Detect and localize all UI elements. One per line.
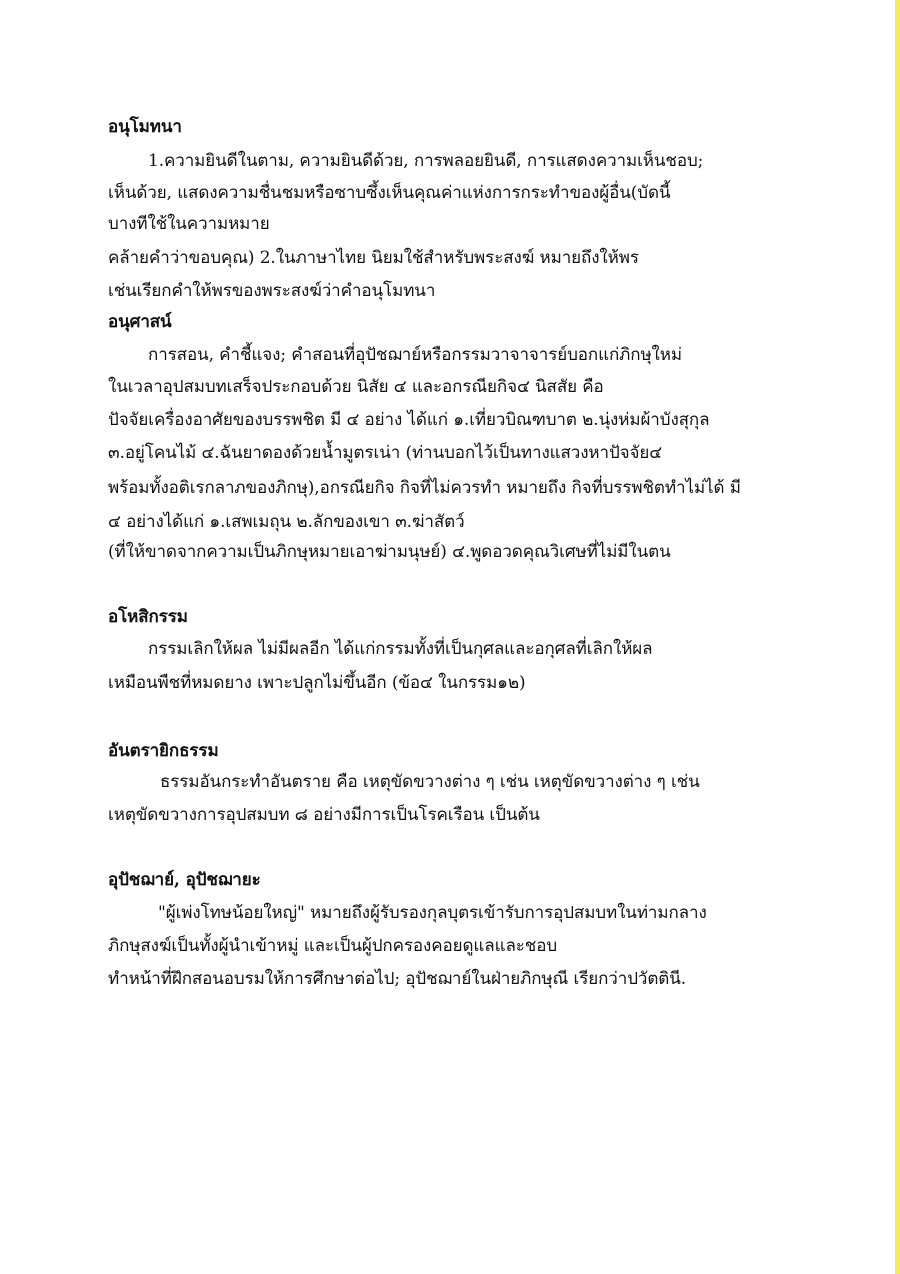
paragraph-line: ๔ อย่างได้แก่ ๑.เสพเมถุน ๒.ลักของเขา ๓.ฆ่าสัตว์: [108, 512, 465, 532]
section-heading-anumodana: อนุโมทนา: [108, 117, 182, 137]
paragraph-line: พร้อมทั้งอติเรกลาภของภิกษุ),อกรณียกิจ กิจที่ไม่ควรทำ หมายถึง กิจที่บรรพชิตทำไม่ได้ มี: [108, 478, 741, 498]
paragraph-line: เหตุขัดขวางการอุปสมบท ๘ อย่างมีการเป็นโรคเรือน เป็นต้น: [108, 805, 540, 825]
paragraph-line: ภิกษุสงฆ์เป็นทั้งผู้นำเข้าหมู่ และเป็นผู้ปกครองคอยดูแลและชอบ: [108, 936, 558, 956]
paragraph-line: ทำหน้าที่ฝึกสอนอบรมให้การศึกษาต่อไป; อุปัชฌาย์ในฝ่ายภิกษุณี เรียกว่าปวัตตินี.: [108, 969, 687, 989]
paragraph-line: บางทีใช้ในความหมาย: [108, 214, 270, 234]
paragraph-line: เหมือนพืชที่หมดยาง เพาะปลูกไม่ขึ้นอีก (ข้อ๔ ในกรรม๑๒): [108, 673, 526, 693]
section-heading-ahosikamma: อโหสิกรรม: [108, 607, 188, 627]
paragraph-line: เช่นเรียกคำให้พรของพระสงฆ์ว่าคำอนุโมทนา: [108, 281, 436, 301]
paragraph-line: "ผู้เพ่งโทษน้อยใหญ่" หมายถึงผู้รับรองกุลบุตรเข้ารับการอุปสมบทในท่ามกลาง: [158, 903, 707, 923]
paragraph-line: การสอน, คำชี้แจง; คำสอนที่อุปัชฌาย์หรือกรรมวาจาจารย์บอกแก่ภิกษุใหม่: [148, 345, 682, 365]
paragraph-line: ปัจจัยเครื่องอาศัยของบรรพชิต มี ๔ อย่าง ได้แก่ ๑.เที่ยวบิณฑบาต ๒.นุ่งห่มผ้าบังสุกุล: [108, 410, 710, 430]
paragraph-line: ๓.อยู่โคนไม้ ๔.ฉันยาดองด้วยน้ำมูตรเน่า (ท่านบอกไว้เป็นทางแสวงหาปัจจัย๔: [108, 443, 663, 463]
paragraph-line: 1.ความยินดีในตาม, ความยินดีด้วย, การพลอยยินดี, การแสดงความเห็นชอบ;: [148, 151, 704, 171]
section-heading-upajjhaya: อุปัชฌาย์, อุปัชฌายะ: [108, 870, 261, 890]
paragraph-line: ในเวลาอุปสมบทเสร็จประกอบด้วย นิสัย ๔ และอกรณียกิจ๔ นิสสัย คือ: [108, 377, 604, 397]
paragraph-line: คล้ายคำว่าขอบคุณ) 2.ในภาษาไทย นิยมใช้สำหรับพระสงฆ์ หมายถึงให้พร: [108, 248, 639, 268]
page-edge-strip: [895, 0, 900, 1274]
section-heading-anusasana: อนุศาสน์: [108, 312, 172, 332]
paragraph-line: (ที่ให้ขาดจากความเป็นภิกษุหมายเอาฆ่ามนุษย์) ๔.พูดอวดคุณวิเศษที่ไม่มีในตน: [108, 542, 671, 562]
paragraph-line: ธรรมอันกระทำอันตราย คือ เหตุขัดขวางต่าง ๆ เช่น เหตุขัดขวางต่าง ๆ เช่น: [160, 772, 700, 792]
paragraph-line: กรรมเลิกให้ผล ไม่มีผลอีก ได้แก่กรรมทั้งที่เป็นกุศลและอกุศลที่เลิกให้ผล: [148, 639, 653, 659]
section-heading-antarayikadhamma: อันตรายิกธรรม: [108, 741, 219, 761]
paragraph-line: เห็นด้วย, แสดงความชื่นชมหรือซาบซึ้งเห็นคุณค่าแห่งการกระทำของผู้อื่น(บัดนี้: [108, 183, 671, 203]
